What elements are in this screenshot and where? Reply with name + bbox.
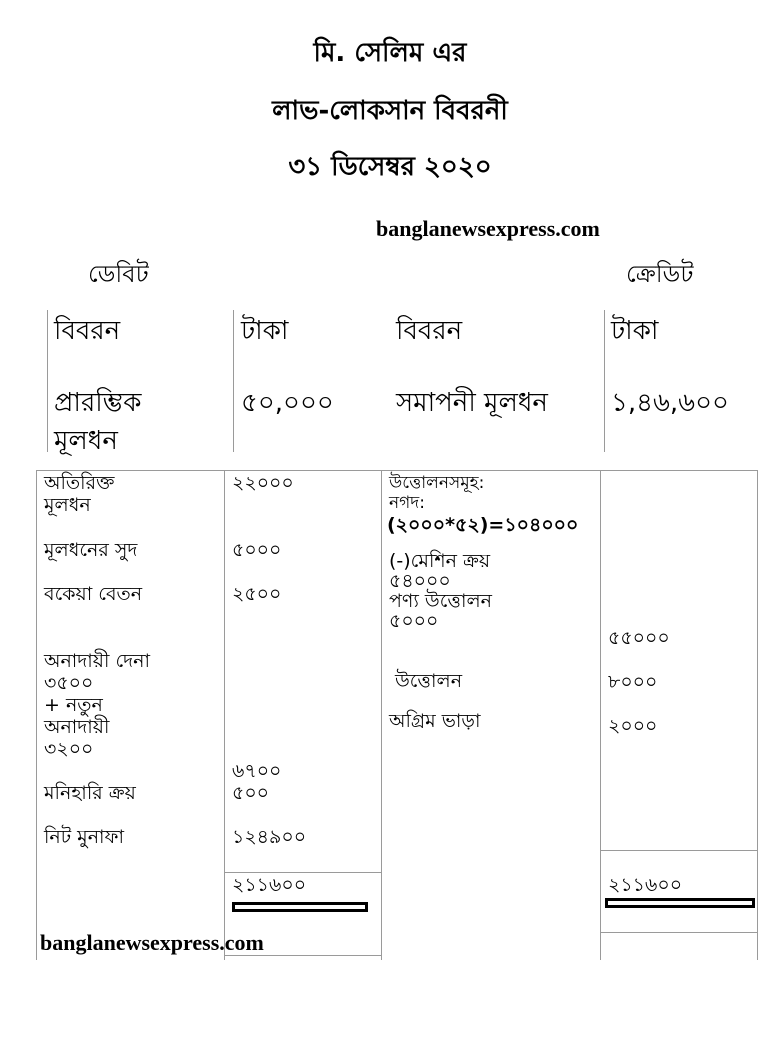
lower-divider-1 xyxy=(224,470,225,960)
lower-border-right xyxy=(757,470,758,960)
stationery-label: মনিহারি ক্রয় xyxy=(44,782,136,804)
net-profit-label: নিট মুনাফা xyxy=(44,826,124,848)
closing-capital-label: সমাপনী মূলধন xyxy=(396,388,548,418)
column-header-debit-desc: বিবরন xyxy=(54,316,121,346)
upper-divider-1 xyxy=(233,310,234,452)
bad-debt-label-5: ৩২০০ xyxy=(44,738,94,760)
advance-rent-amount: ২০০০ xyxy=(608,715,658,737)
cash-label: নগদ: xyxy=(389,493,425,513)
capital-interest-label: মূলধনের সুদ xyxy=(44,539,138,561)
bad-debt-amount: ৬৭০০ xyxy=(232,760,282,782)
bad-debt-label-3: + নতুন xyxy=(44,694,103,716)
debit-total-line-top xyxy=(224,872,381,873)
lower-divider-3 xyxy=(600,470,601,960)
opening-capital-label-1: প্রারম্ভিক xyxy=(54,388,142,418)
goods-withdrawal-amount: ৫০০০ xyxy=(389,610,439,632)
column-header-credit-desc: বিবরন xyxy=(396,316,463,346)
bad-debt-label-2: ৩৫০০ xyxy=(44,672,94,694)
watermark-bottom: banglanewsexpress.com xyxy=(40,930,264,955)
stationery-amount: ৫০০ xyxy=(232,782,270,804)
upper-divider-2 xyxy=(604,310,605,452)
net-profit-amount: ১২৪৯০০ xyxy=(232,826,307,848)
closing-capital-amount: ১,৪৬,৬০০ xyxy=(611,388,729,418)
advance-rent-label: অগ্রিম ভাড়া xyxy=(389,710,481,732)
withdrawal-amount: ৮০০০ xyxy=(608,671,658,693)
bad-debt-label-1: অনাদায়ী দেনা xyxy=(44,650,151,672)
lower-border-left xyxy=(36,470,37,960)
goods-withdrawal-label: পণ্য উত্তোলন xyxy=(389,590,492,612)
credit-label: ক্রেডিট xyxy=(626,260,694,288)
statement-owner-title: মি. সেলিম এর xyxy=(313,38,467,68)
opening-capital-label-2: মূলধন xyxy=(54,426,118,456)
bad-debt-label-4: অনাদায়ী xyxy=(44,716,110,738)
withdrawal-net-amount: ৫৫০০০ xyxy=(608,627,670,649)
cash-calculation: (২০০০*৫২)=১০৪০০০ xyxy=(387,514,579,536)
credit-total-line-bottom xyxy=(600,932,757,933)
machine-purchase-amount: ৫৪০০০ xyxy=(389,570,451,592)
credit-total-line-top xyxy=(600,850,757,851)
statement-date: ৩১ ডিসেম্বর ২০২০ xyxy=(288,152,492,182)
machine-purchase-label: (-)মেশিন ক্রয় xyxy=(389,550,491,572)
opening-capital-amount: ৫০,০০০ xyxy=(241,388,334,418)
extra-capital-label-1: অতিরিক্ত xyxy=(44,472,115,494)
column-header-credit-amount: টাকা xyxy=(611,316,659,346)
debit-label: ডেবিট xyxy=(88,260,149,288)
outstanding-salary-label: বকেয়া বেতন xyxy=(44,583,143,605)
extra-capital-label-2: মূলধন xyxy=(44,494,91,516)
debit-total-amount: ২১১৬০০ xyxy=(232,874,307,896)
lower-border-top xyxy=(36,470,758,471)
lower-divider-2 xyxy=(381,470,382,960)
outstanding-salary-amount: ২৫০০ xyxy=(232,583,282,605)
upper-border-left xyxy=(47,310,48,452)
watermark-top: banglanewsexpress.com xyxy=(376,216,600,241)
credit-total-amount: ২১১৬০০ xyxy=(608,874,683,896)
withdrawal-label: উত্তোলন xyxy=(395,670,463,692)
withdrawals-heading: উত্তোলনসমূহ: xyxy=(389,473,485,493)
capital-interest-amount: ৫০০০ xyxy=(232,539,282,561)
credit-total-double-underline xyxy=(605,898,755,908)
column-header-debit-amount: টাকা xyxy=(241,316,289,346)
extra-capital-amount: ২২০০০ xyxy=(232,472,294,494)
statement-title: লাভ-লোকসান বিবরনী xyxy=(272,96,508,126)
debit-total-double-underline xyxy=(232,902,368,912)
